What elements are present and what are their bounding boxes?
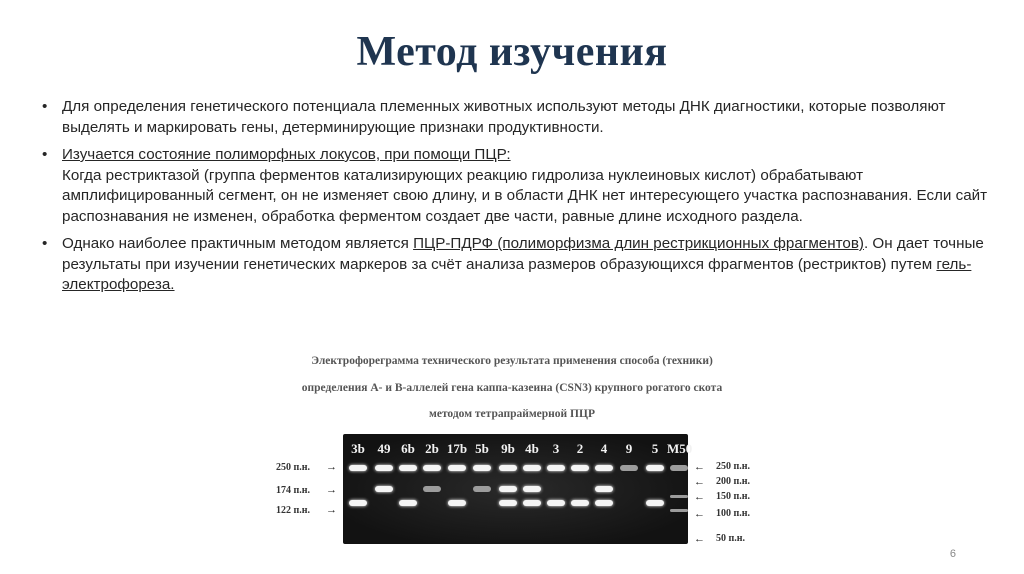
bullet-item-2: [40, 145, 990, 227]
gel-band: [646, 500, 664, 506]
gel-band: [349, 465, 367, 471]
arrow-left-icon: ←: [694, 508, 705, 520]
gel-band: [375, 465, 393, 471]
figure-caption-line2: определения A- и B-аллелей гена каппа-казеина (CSN3) крупного рогатого скота: [301, 382, 723, 394]
figure-caption-line3: методом тетрапраймерной ПЦР: [429, 408, 595, 420]
bullet-item-3: [40, 234, 990, 296]
gel-band: [670, 495, 688, 498]
lane-label: 5: [651, 441, 659, 456]
lane-label: 4: [600, 441, 608, 456]
bullet-text: Для определения генетического потенциала племенных животных используют методы ДНК диагностики, которые позволяют выделять и маркировать гены, детерминирующие признаки продуктивности.: [62, 98, 946, 136]
gel-band: [423, 465, 441, 471]
gel-band: [620, 465, 638, 471]
gel-band: [547, 465, 565, 471]
arrow-left-icon: ←: [694, 491, 705, 503]
gel-band: [523, 500, 541, 506]
arrow-left-icon: ←: [694, 533, 705, 545]
gel-band: [571, 465, 589, 471]
gel-electrophoresis-link: гель-электрофореза.: [62, 255, 972, 293]
gel-band: [499, 500, 517, 506]
gel-band: [399, 500, 417, 506]
gel-band: [473, 486, 491, 492]
gel-band: [523, 465, 541, 471]
gel-band: [670, 465, 688, 471]
arrow-left-icon: ←: [694, 461, 705, 473]
lane-label: 3: [552, 441, 560, 456]
page-title: Метод изучения: [356, 29, 668, 75]
lane-label: 49: [377, 441, 391, 456]
page-number: 6: [949, 548, 956, 560]
pcr-rflp-link: ПЦР-ПДРФ (полиморфизма длин рестрикционных фрагментов): [413, 235, 864, 252]
right-marker: 200 п.н.: [716, 476, 751, 487]
lane-label: 2b: [425, 441, 439, 456]
lane-label: 17b: [446, 441, 468, 456]
gel-band: [499, 465, 517, 471]
gel-band: [595, 486, 613, 492]
gel-band: [375, 486, 393, 492]
arrow-right-icon: →: [326, 484, 337, 496]
gel-band: [448, 465, 466, 471]
gel-band: [349, 500, 367, 506]
gel-band: [646, 465, 664, 471]
bullet-text-pre: Однако наиболее практичным методом является: [62, 235, 414, 252]
bullet-dot: •: [42, 98, 48, 115]
gel-band: [670, 509, 688, 512]
right-marker: 150 п.н.: [716, 491, 751, 502]
right-marker: 250 п.н.: [716, 461, 751, 472]
left-marker: 250 п.н.: [276, 462, 311, 473]
gel-band: [448, 500, 466, 506]
bullet-dot: •: [42, 146, 48, 163]
gel-band: [595, 500, 613, 506]
gel-band: [473, 465, 491, 471]
bullet-dot: •: [42, 235, 48, 252]
gel-band: [547, 500, 565, 506]
bullet-text-mid: . Он дает точные результаты при изучении генетических маркеров за счёт анализа размеров образующихся фрагментов (рестриктов) путем: [62, 235, 984, 273]
bullet-text: Когда рестриктазой (группа ферментов катализирующих реакцию гидролиза нуклеиновых кислот) обрабатывают амплифицированный сегмент, он не изменяет свою длину, и в области ДНК нет интересующего участка распознавания. Если сайт распознавания не изменен, обработка ферментом создает две части, равные длине исходного раздела.: [62, 166, 988, 225]
left-marker: 122 п.н.: [276, 505, 311, 516]
bullet-heading: Изучается состояние полиморфных локусов, при помощи ПЦР:: [62, 146, 511, 163]
right-marker: 100 п.н.: [716, 508, 751, 519]
left-marker: 174 п.н.: [276, 485, 311, 496]
gel-band: [399, 465, 417, 471]
gel-band: [595, 465, 613, 471]
lane-label: 5b: [475, 441, 489, 456]
right-marker: 50 п.н.: [716, 533, 746, 544]
lane-label: 9: [625, 441, 633, 456]
gel-band: [499, 486, 517, 492]
figure-caption-line1: Электрофореграмма технического результата применения способа (техники): [311, 355, 713, 367]
lane-label: 2: [576, 441, 584, 456]
arrow-right-icon: →: [326, 461, 337, 473]
lane-label: 6b: [401, 441, 415, 456]
arrow-left-icon: ←: [694, 476, 705, 488]
lane-label: M50: [667, 441, 693, 456]
arrow-right-icon: →: [326, 504, 337, 516]
gel-band: [423, 486, 441, 492]
lane-label: 4b: [525, 441, 539, 456]
lane-label: 9b: [501, 441, 515, 456]
lane-label: 3b: [351, 441, 365, 456]
gel-band: [571, 500, 589, 506]
bullet-item-1: [40, 97, 990, 138]
bullet-list: [40, 97, 990, 303]
gel-band: [523, 486, 541, 492]
